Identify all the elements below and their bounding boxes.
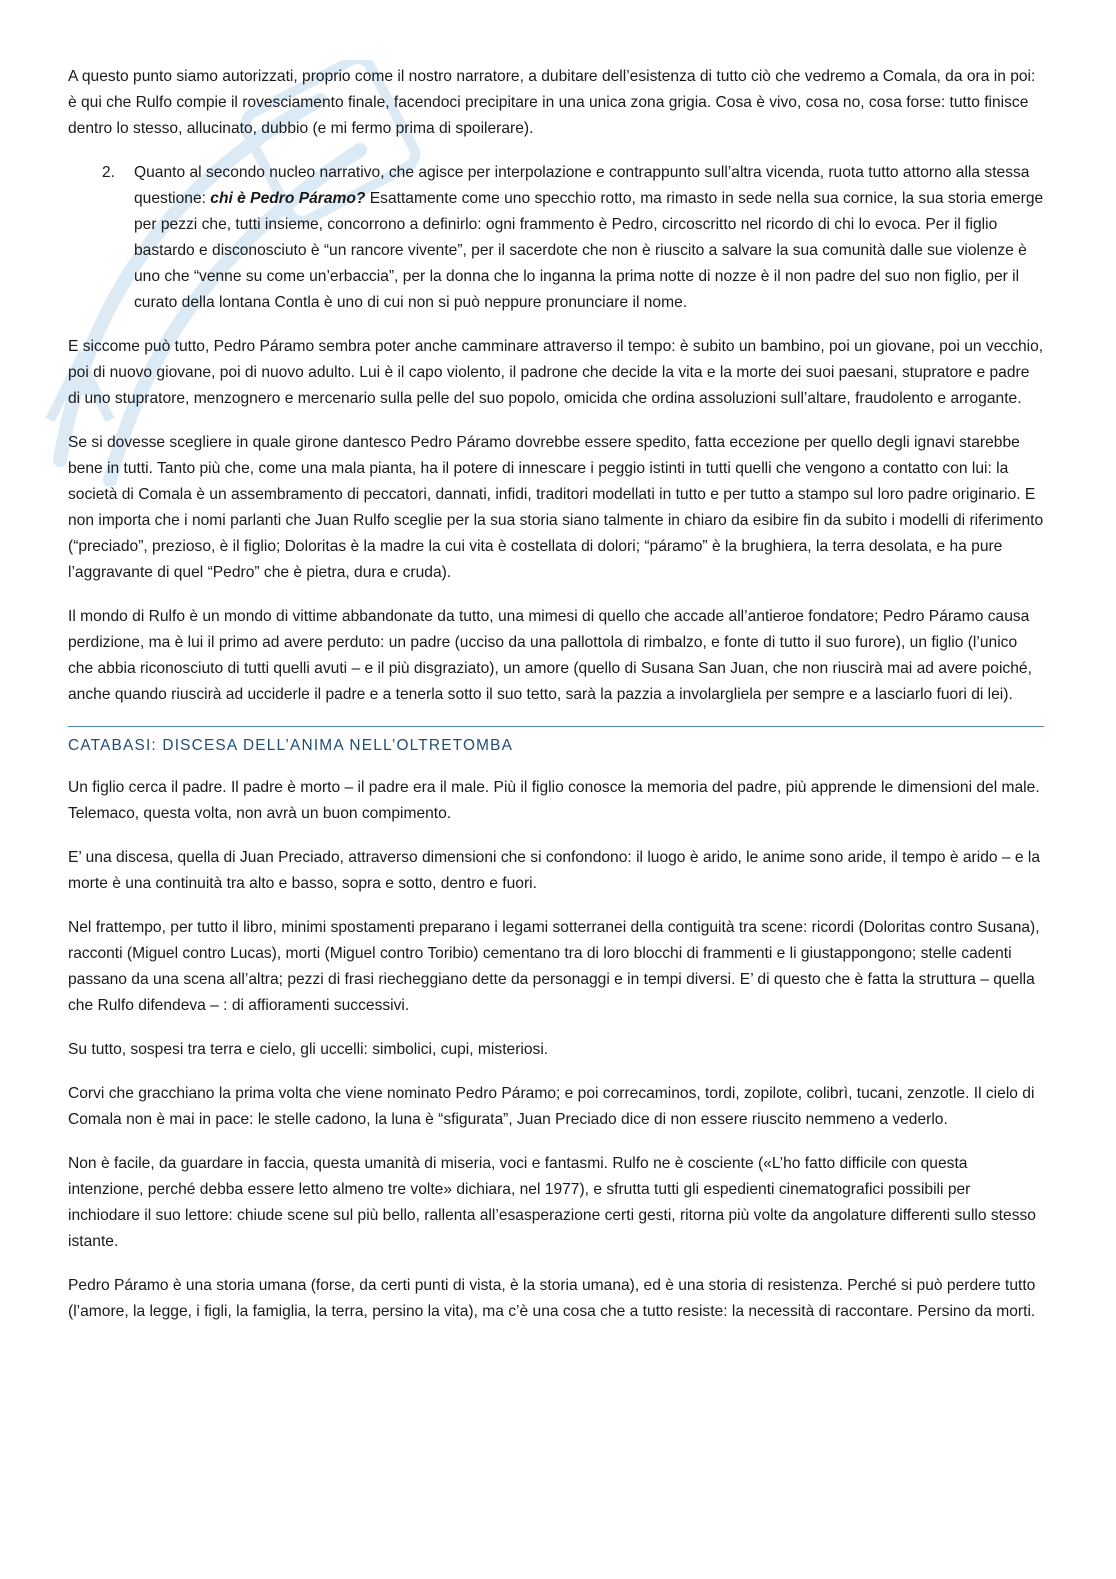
list-item [68, 160, 1044, 316]
body-paragraph: E siccome può tutto, Pedro Páramo sembra poter anche camminare attraverso il tempo: è subito un bambino, poi un giovane, poi un vecchio, poi di nuovo giovane, poi di nuovo adulto. Lui è il capo violento, il padrone che decide la vita e la morte dei suoi paesani, stupratore e padre di uno stupratore, menzognero e mercenario sulla pelle del suo popolo, omicida che ordina assoluzioni sull’altare, fraudolento e arrogante. [68, 338, 1044, 407]
body-paragraph: Se si dovesse scegliere in quale girone dantesco Pedro Páramo dovrebbe essere spedito, fatta eccezione per quello degli ignavi starebbe bene in tutti. Tanto più che, come una mala pianta, ha il potere di innescare i peggio istinti in tutti quelli che vengono a contatto con lui: la società di Comala è un assembramento di peccatori, dannati, infidi, traditori modellati in tutto e per tutto a stampo sul loro padre originario. E non importa che i nomi parlanti che Juan Rulfo sceglie per la sua storia siano talmente in chiaro da esibire fin da subito i modelli di riferimento (“preciado”, prezioso, è il figlio; Doloritas è la madre la cui vita è costellata di dolori; “páramo” è la brughiera, la terra desolata, e ha pure l’aggravante di quel “Pedro” che è pietra, dura e cruda). [68, 434, 1044, 581]
body-paragraph: Su tutto, sospesi tra terra e cielo, gli uccelli: simbolici, cupi, misteriosi. [68, 1041, 549, 1058]
body-paragraph: Un figlio cerca il padre. Il padre è morto – il padre era il male. Più il figlio conosce la memoria del padre, più apprende le dimensioni del male. Telemaco, questa volta, non avrà un buon compimento. [68, 779, 1040, 822]
body-paragraph: E’ una discesa, quella di Juan Preciado, attraverso dimensioni che si confondono: il luogo è arido, le anime sono aride, il tempo è arido – e la morte è una continuità tra alto e basso, sopra e sotto, dentro e fuori. [68, 849, 1041, 892]
list-text-after: Esattamente come uno specchio rotto, ma rimasto in sede nella sua cornice, la sua storia emerge per pezzi che, tutti insieme, concorrono a definirlo: ogni frammento è Pedro, circoscritto nel ricordo di chi lo evoca. Per il figlio bastardo e disconosciuto è “un rancore vivente”, per il sacerdote che non è riuscito a salvare la sua comunità dalle sue violenze è uno che “venne su come un’erbaccia”, per la donna che lo inganna la prima notte di nozze è il non padre del suo non figlio, per il curato della lontana Contla è uno di cui non si può neppure pronunciare il nome. [134, 190, 1044, 311]
body-paragraph: Pedro Páramo è una storia umana (forse, da certi punti di vista, è la storia umana), ed è una storia di resistenza. Perché si può perdere tutto (l’amore, la legge, i figli, la famiglia, la terra, persino la vita), ma c’è una cosa che a tutto resiste: la necessità di raccontare. Persino da morti. [68, 1277, 1036, 1320]
body-paragraph: Nel frattempo, per tutto il libro, minimi spostamenti preparano i legami sotterranei della contiguità tra scene: ricordi (Doloritas contro Susana), racconti (Miguel contro Lucas), morti (Miguel contro Toribio) cementano tra di loro blocchi di frammenti e li giustappongono; stelle cadenti passano da una scena all’altra; pezzi di frasi riecheggiano dette da personaggi e in tempi diversi. E’ di questo che è fatta la struttura – quella che Rulfo difendeva – : di affioramenti successivi. [68, 919, 1040, 1014]
intro-paragraph: A questo punto siamo autorizzati, proprio come il nostro narratore, a dubitare dell’esistenza di tutto ciò che vedremo a Comala, da ora in poi: è qui che Rulfo compie il rovesciamento finale, facendoci precipitare in una unica zona grigia. Cosa è vivo, cosa no, cosa forse: tutto finisce dentro lo stesso, allucinato, dubbio (e mi fermo prima di spoilerare). [68, 68, 1036, 137]
list-number: 2. [102, 164, 116, 181]
list-text-before: Quanto al secondo nucleo narrativo, che agisce per interpolazione e contrappunto sull’altra vicenda, ruota tutto attorno alla stessa questione: [134, 164, 1030, 207]
document-page [68, 64, 1044, 1343]
question-emphasis: chi è Pedro Páramo? [210, 190, 366, 207]
section-heading: CATABASI: DISCESA DELL’ANIMA NELL’OLTRETOMBA [68, 726, 1044, 763]
body-paragraph: Corvi che gracchiano la prima volta che viene nominato Pedro Páramo; e poi correcaminos, tordi, zopilote, colibrì, tucani, zenzotle. Il cielo di Comala non è mai in pace: le stelle cadono, la luna è “sfigurata”, Juan Preciado dice di non essere riuscito nemmeno a vederlo. [68, 1085, 1035, 1128]
body-paragraph: Non è facile, da guardare in faccia, questa umanità di miseria, voci e fantasmi. Rulfo ne è cosciente («L’ho fatto difficile con questa intenzione, perché debba essere letto almeno tre volte» dichiara, nel 1977), e sfrutta tutti gli espedienti cinematografici possibili per inchiodare il suo lettore: chiude scene sul più bello, rallenta all’esasperazione certi gesti, ritorna più volte da angolature differenti sullo stesso istante. [68, 1155, 1036, 1250]
body-paragraph: Il mondo di Rulfo è un mondo di vittime abbandonate da tutto, una mimesi di quello che accade all’antieroe fondatore; Pedro Páramo causa perdizione, ma è lui il primo ad avere perduto: un padre (ucciso da una pallottola di rimbalzo, e fonte di tutto il suo furore), un figlio (l’unico che abbia riconosciuto di tutti quelli avuti – e il più disgraziato), un amore (quello di Susana San Juan, che non riuscirà mai ad avere poiché, anche quando riuscirà ad ucciderle il padre e a tenerla sotto il suo tetto, sarà la pazzia a involargliela per sempre e a lasciarlo fuori di lei). [68, 608, 1032, 703]
